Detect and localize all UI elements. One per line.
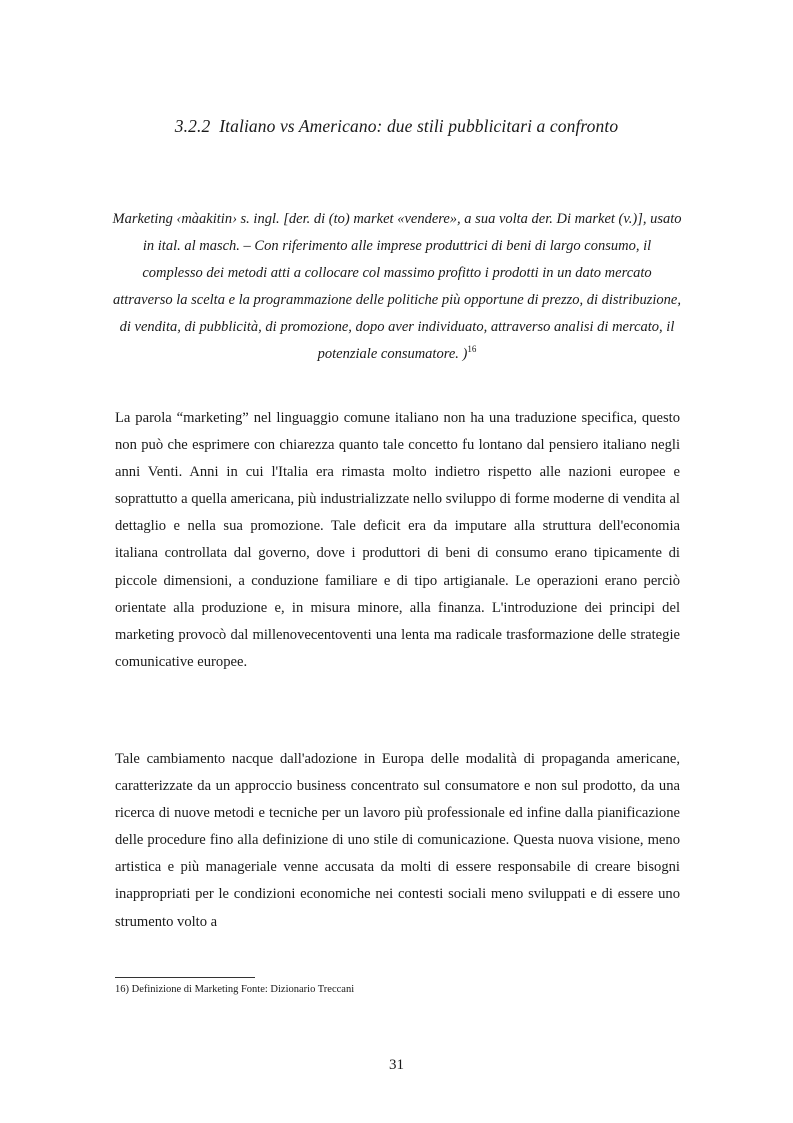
quote-text: Marketing ‹màakitin› s. ingl. [der. di (to) market «vendere», a sua volta der. Di market (v.)], usato in ital. al masch. – Con riferimento alle imprese produttrici di beni di largo consumo, il complesso dei metodi atti a collocare col massimo profitto i prodotti in un dato mercato attraverso la scelta e la programmazione delle politiche più opportune di prezzo, di distribuzione, di vendita, di pubblicità, di promozione, dopo aver individuato, attraverso analisi di mercato, il potenziale consumatore. ) (112, 211, 682, 362)
section-title: Italiano vs Americano: due stili pubblicitari a confronto (219, 116, 619, 136)
definition-quote (112, 206, 682, 368)
footnote: 16) Definizione di Marketing Fonte: Dizionario Treccani (115, 984, 355, 995)
footnote-reference[interactable]: 16 (467, 344, 477, 355)
section-number: 3.2.2 (174, 116, 211, 136)
body-paragraph: Tale cambiamento nacque dall'adozione in Europa delle modalità di propaganda americane, caratterizzate da un approccio business concentrato sul consumatore e non sul prodotto, da una ricerca di nuove metodi e tecniche per un lavoro più professionale ed infine dalla pianificazione delle procedure fino alla definizione di uno stile di comunicazione. Questa nuova visione, meno artistica e più manageriale venne accusata da molti di essere responsabile di creare bisogni inappropriati per le condizioni economiche nei contesti sociali meno sviluppati e di essere uno strumento volto a (115, 751, 680, 930)
page-number: 31 (389, 1057, 404, 1073)
body-paragraph: La parola “marketing” nel linguaggio comune italiano non ha una traduzione specifica, questo non può che esprimere con chiarezza quanto tale concetto fu lontano dal pensiero italiano negli anni Venti. Anni in cui l'Italia era rimasta molto indietro rispetto alle nazioni europee e soprattutto a quella americana, più industrializzate nello sviluppo di forme moderne di vendita al dettaglio e nella sua promozione. Tale deficit era da imputare alla struttura dell'economia italiana controllata dal governo, dove i produttori di beni di consumo erano tipicamente di piccole dimensioni, a conduzione familiare e di tipo artigianale. Le operazioni erano perciò orientate alla produzione e, in misura minore, alla finanza. L'introduzione dei principi del marketing provocò dal millenovecentoventi una lenta ma radicale trasformazione delle strategie comunicative europee. (115, 410, 680, 670)
section-heading (0, 116, 793, 137)
footnote-separator (115, 977, 255, 978)
